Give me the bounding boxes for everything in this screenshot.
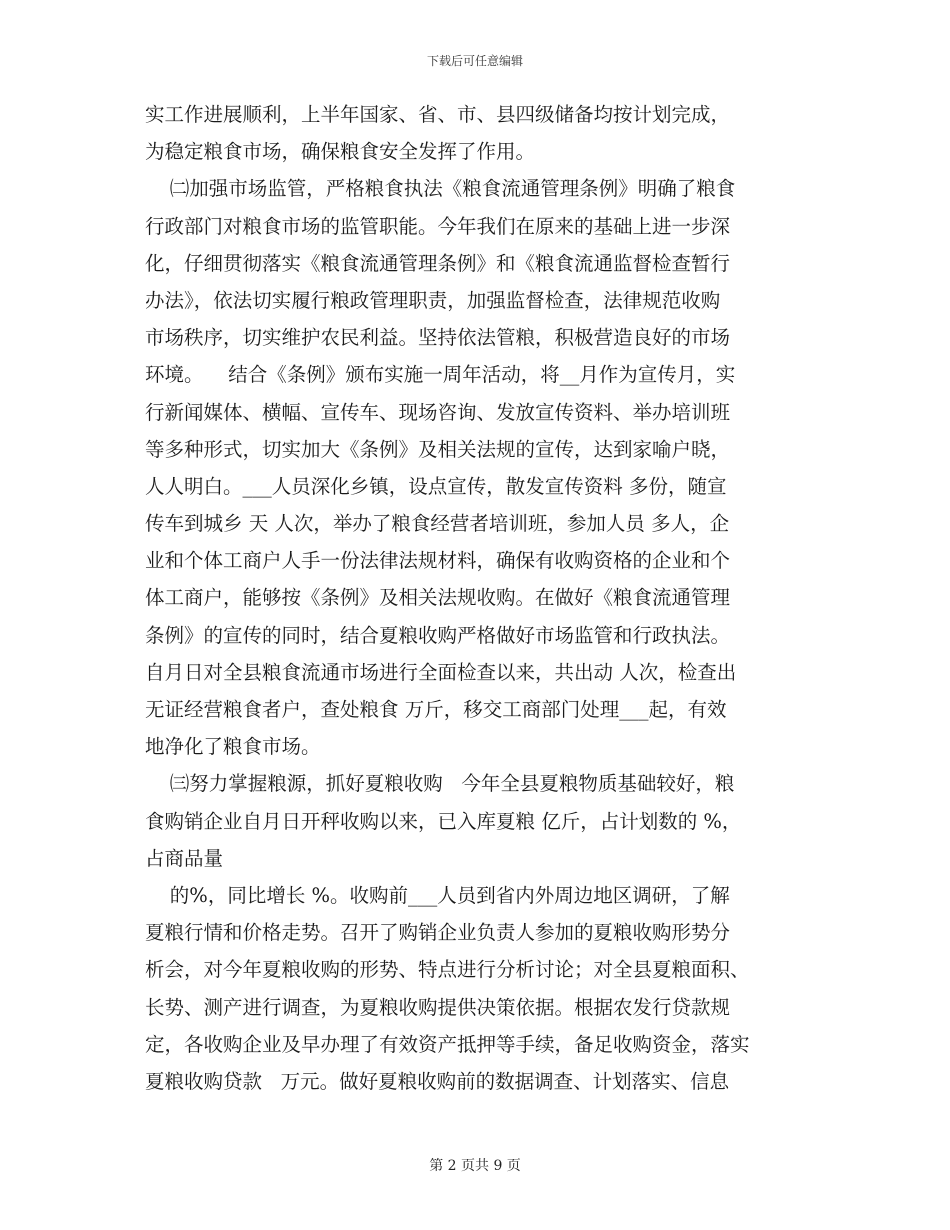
text-line: 体工商户，能够按《条例》及相关法规收购。在做好《粮食流通管理 xyxy=(145,586,731,610)
text-line: 无证经营粮食者户，查处粮食 万斤，移交工商部门处理___起，有效 xyxy=(145,698,727,721)
text-line: ㈢努力掌握粮源，抓好夏粮收购 今年全县夏粮物质基础较好，粮 xyxy=(145,772,735,796)
text-line: 夏粮收购贷款 万元。做好夏粮收购前的数据调查、计划落实、信息 xyxy=(145,1069,730,1093)
text-line: 传车到城乡 天 人次，举办了粮食经营者培训班，参加人员 多人，企 xyxy=(145,512,730,536)
text-line: 环境。 结合《条例》颁布实施一周年活动，将__月作为宣传月，实 xyxy=(145,363,736,387)
page-header: 下载后可任意编辑 xyxy=(426,54,523,68)
text-line: 定，各收购企业及早办理了有效资产抵押等手续，备足收购资金，落实 xyxy=(145,1032,750,1056)
text-line: 的%，同比增长 %。收购前___人员到省内外周边地区调研，了解 xyxy=(145,883,730,907)
text-line: 行政部门对粮食市场的监管职能。今年我们在原来的基础上进一步深 xyxy=(145,214,731,238)
text-line: 业和个体工商户人手一份法律法规材料，确保有收购资格的企业和个 xyxy=(145,549,731,573)
body-text xyxy=(145,96,810,1100)
text-line: 析会，对今年夏粮收购的形势、特点进行分析讨论；对全县夏粮面积、 xyxy=(145,958,750,982)
text-line: 化，仔细贯彻落实《粮食流通管理条例》和《粮食流通监督检查暂行 xyxy=(145,251,731,275)
text-line: 自月日对全县粮食流通市场进行全面检查以来，共出动 人次，检查出 xyxy=(145,660,737,684)
text-line: 食购销企业自月日开秤收购以来，已入库夏粮 亿斤，占计划数的 %， xyxy=(145,809,742,833)
text-line: ㈡加强市场监管，严格粮食执法《粮食流通管理条例》明确了粮食 xyxy=(145,177,736,201)
page-footer: 第 2 页共 9 页 xyxy=(429,1158,521,1174)
text-line: 等多种形式，切实加大《条例》及相关法规的宣传，达到家喻户晓， xyxy=(145,437,731,461)
text-line: 地净化了粮食市场。 xyxy=(145,735,321,759)
text-line: 夏粮行情和价格走势。召开了购销企业负责人参加的夏粮收购形势分 xyxy=(145,921,731,945)
text-line: 条例》的宣传的同时，结合夏粮收购严格做好市场监管和行政执法。 xyxy=(145,623,731,647)
text-line: 人人明白。___人员深化乡镇，设点宣传，散发宣传资料 多份，随宣 xyxy=(145,474,727,498)
text-line: 市场秩序，切实维护农民利益。坚持依法管粮，积极营造良好的市场 xyxy=(145,326,731,350)
text-line: 长势、测产进行调查，为夏粮收购提供决策依据。根据农发行贷款规 xyxy=(145,995,731,1019)
text-line: 实工作进展顺利，上半年国家、省、市、县四级储备均按计划完成， xyxy=(145,103,731,126)
text-line: 办法》，依法切实履行粮政管理职责，加强监督检查，法律规范收购 xyxy=(145,288,721,312)
text-line: 占商品量 xyxy=(145,846,224,870)
text-line: 为稳定粮食市场，确保粮食安全发挥了作用。 xyxy=(145,140,536,164)
text-line: 行新闻媒体、横幅、宣传车、现场咨询、发放宣传资料、举办培训班 xyxy=(145,400,731,424)
